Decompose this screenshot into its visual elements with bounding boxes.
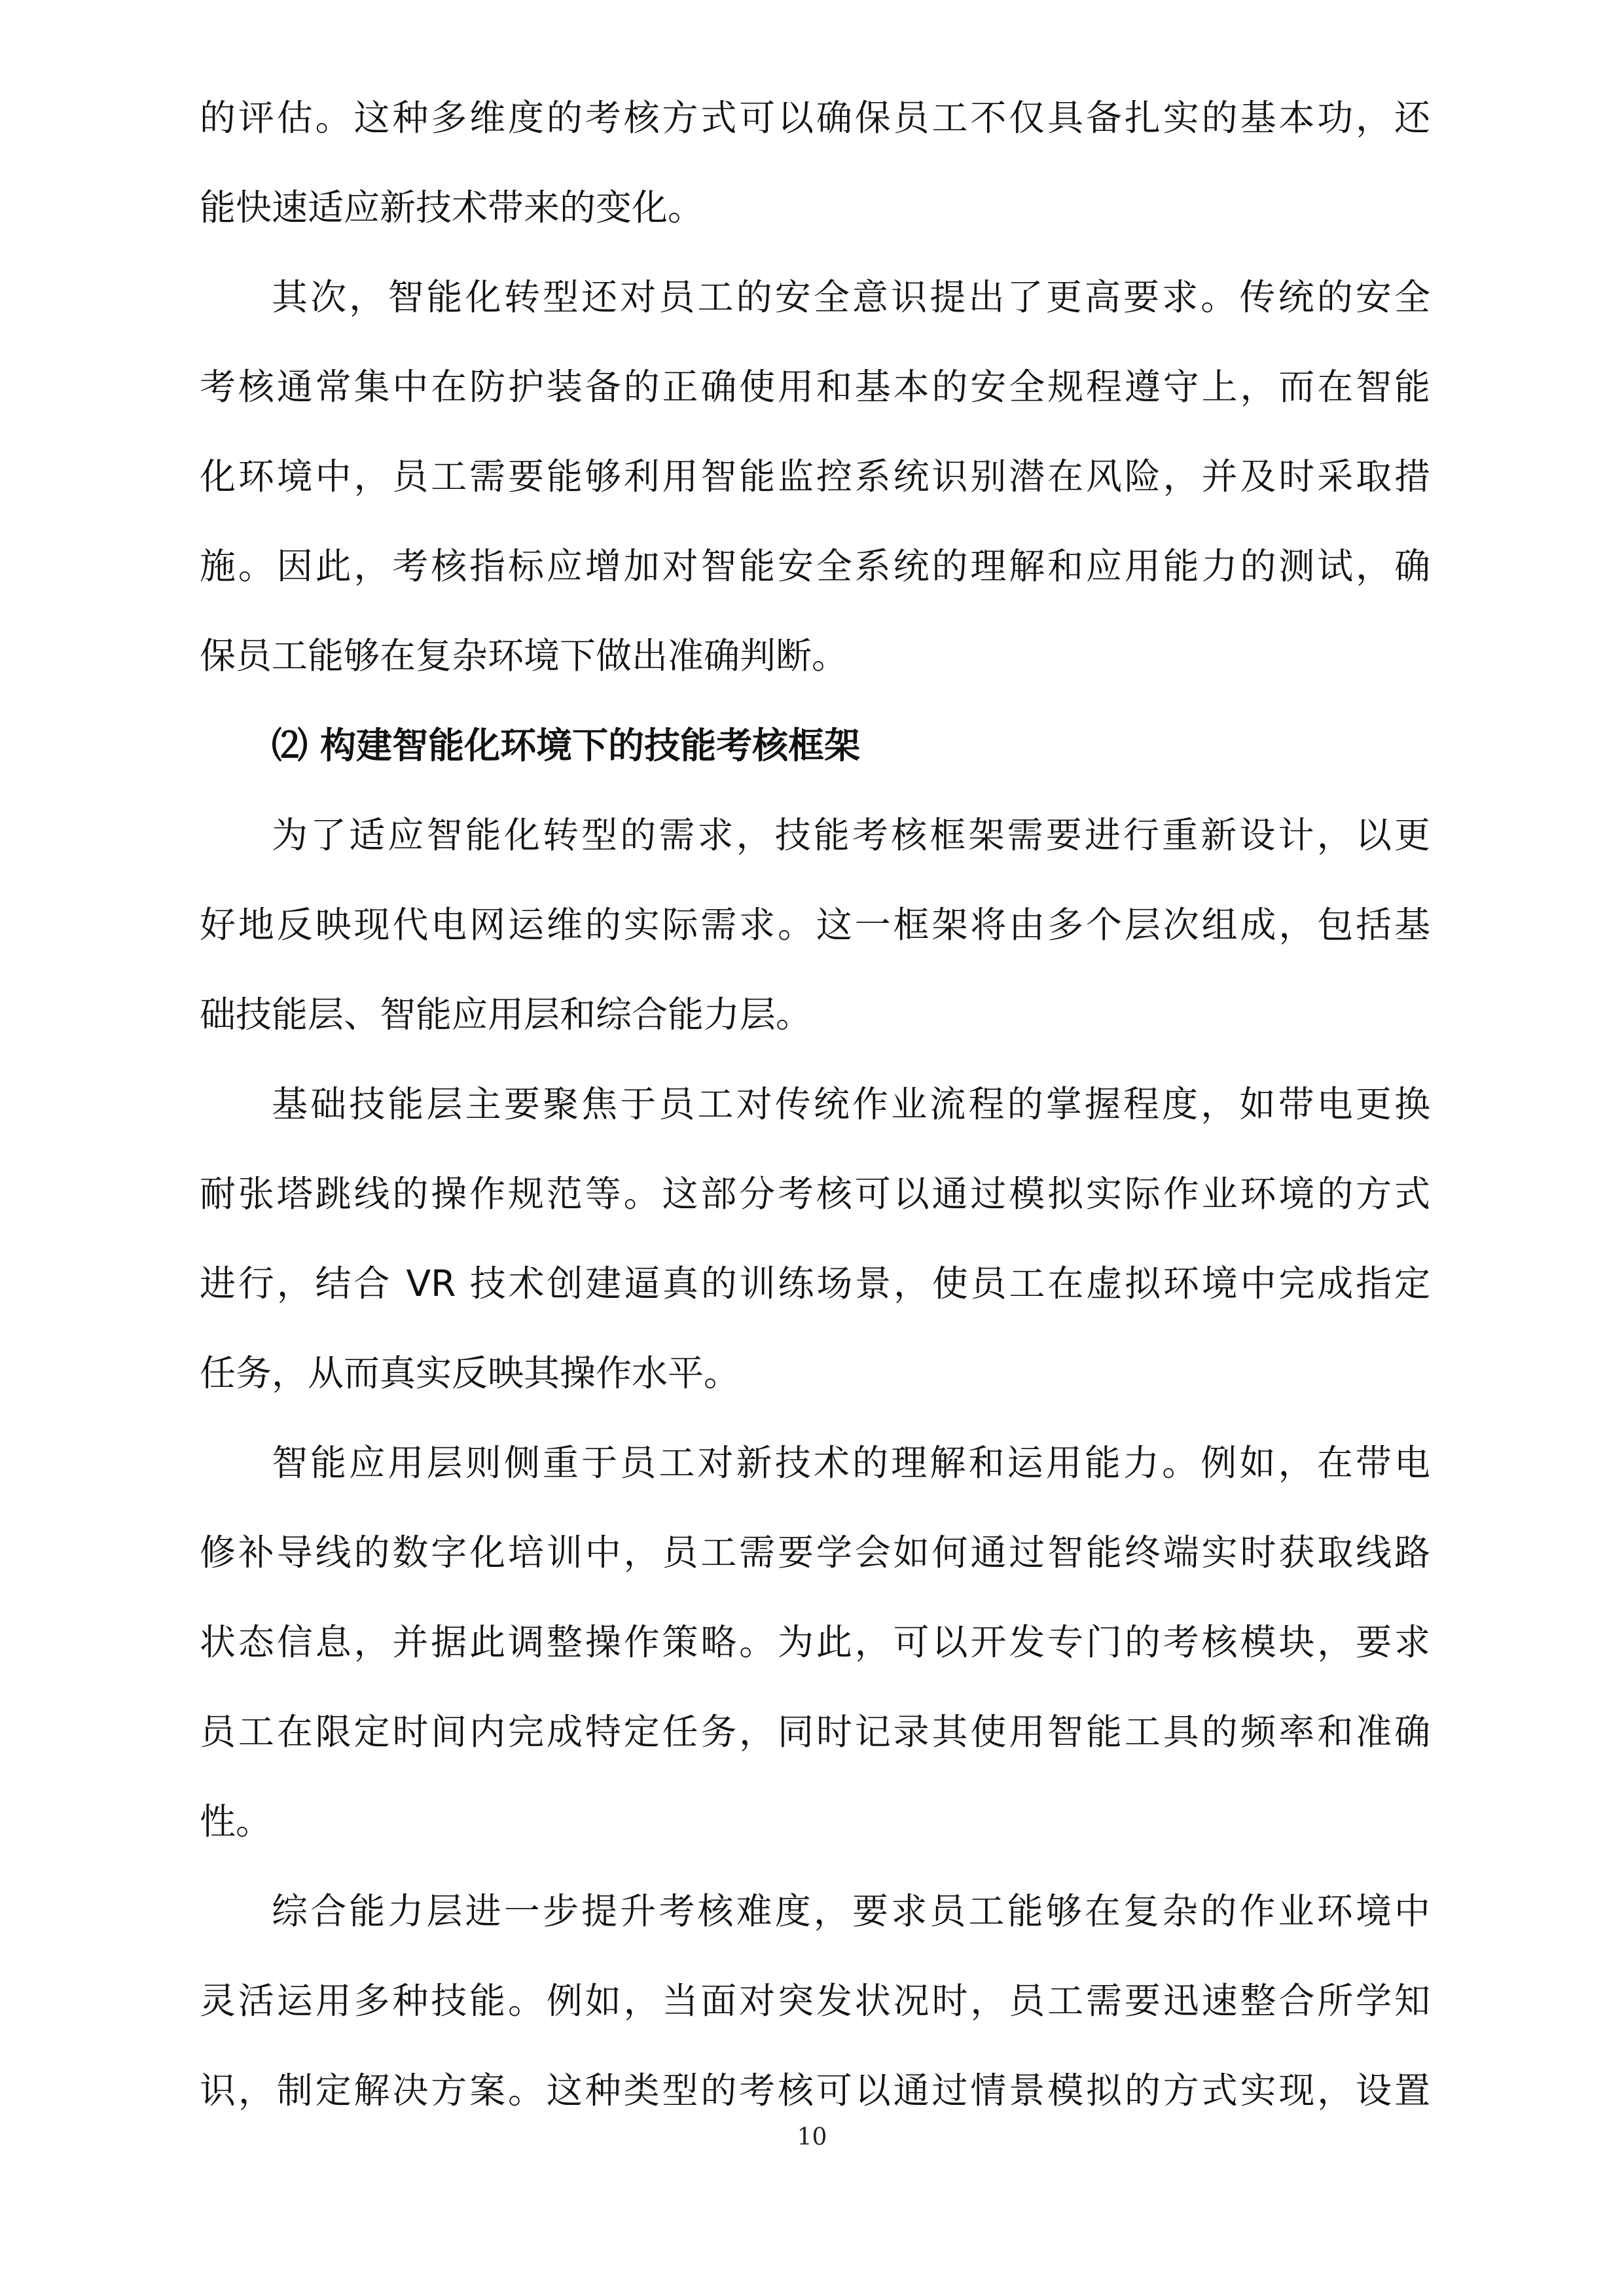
text-line: 考核通常集中在防护装备的正确使用和基本的安全规程遵守上，而在智能	[200, 366, 1430, 408]
text-line: 其次，智能化转型还对员工的安全意识提出了更高要求。传统的安全	[272, 276, 1430, 318]
text-line: 进行，结合 VR 技术创建逼真的训练场景，使员工在虚拟环境中完成指定	[200, 1263, 1430, 1304]
text-line: 础技能层、智能应用层和综合能力层。	[200, 994, 812, 1035]
text-line: 化环境中，员工需要能够利用智能监控系统识别潜在风险，并及时采取措	[200, 456, 1430, 497]
text-line: 灵活运用多种技能。例如，当面对突发状况时，员工需要迅速整合所学知	[200, 1980, 1430, 2022]
text-line: 保员工能够在复杂环境下做出准确判断。	[200, 635, 848, 677]
paragraph-safety-awareness	[200, 253, 1430, 701]
text-line: 性。	[200, 1801, 272, 1842]
text-line: 基础技能层主要聚焦于员工对传统作业流程的掌握程度，如带电更换	[272, 1083, 1430, 1125]
text-line: 好地反映现代电网运维的实际需求。这一框架将由多个层次组成，包括基	[200, 904, 1430, 946]
body-text	[200, 73, 1430, 2136]
text-line: 的评估。这种多维度的考核方式可以确保员工不仅具备扎实的基本功，还	[200, 97, 1430, 139]
paragraph-framework-intro	[200, 791, 1430, 1060]
text-line: 状态信息，并据此调整操作策略。为此，可以开发专门的考核模块，要求	[200, 1621, 1430, 1663]
text-line: 综合能力层进一步提升考核难度，要求员工能够在复杂的作业环境中	[272, 1890, 1430, 1932]
text-line: 智能应用层则侧重于员工对新技术的理解和运用能力。例如，在带电	[272, 1442, 1430, 1484]
paragraph-comprehensive-ability	[200, 1867, 1430, 2136]
text-line: 修补导线的数字化培训中，员工需要学会如何通过智能终端实时获取线路	[200, 1532, 1430, 1573]
text-line: 能快速适应新技术带来的变化。	[200, 187, 704, 228]
paragraph-basic-skills	[200, 1060, 1430, 1418]
text-line: 员工在限定时间内完成特定任务，同时记录其使用智能工具的频率和准确	[200, 1711, 1430, 1753]
text-line: 为了适应智能化转型的需求，技能考核框架需要进行重新设计，以更	[272, 814, 1430, 856]
text-line: 施。因此，考核指标应增加对智能安全系统的理解和应用能力的测试，确	[200, 545, 1430, 587]
section-heading: ⑵ 构建智能化环境下的技能考核框架	[272, 725, 861, 766]
text-line: 耐张塔跳线的操作规范等。这部分考核可以通过模拟实际作业环境的方式	[200, 1173, 1430, 1215]
text-line: 识，制定解决方案。这种类型的考核可以通过情景模拟的方式实现，设置	[200, 2070, 1430, 2111]
paragraph-smart-application	[200, 1418, 1430, 1867]
paragraph-continuation	[200, 73, 1430, 253]
text-line: 任务，从而真实反映其操作水平。	[200, 1352, 740, 1394]
page-number: 10	[797, 2124, 827, 2151]
